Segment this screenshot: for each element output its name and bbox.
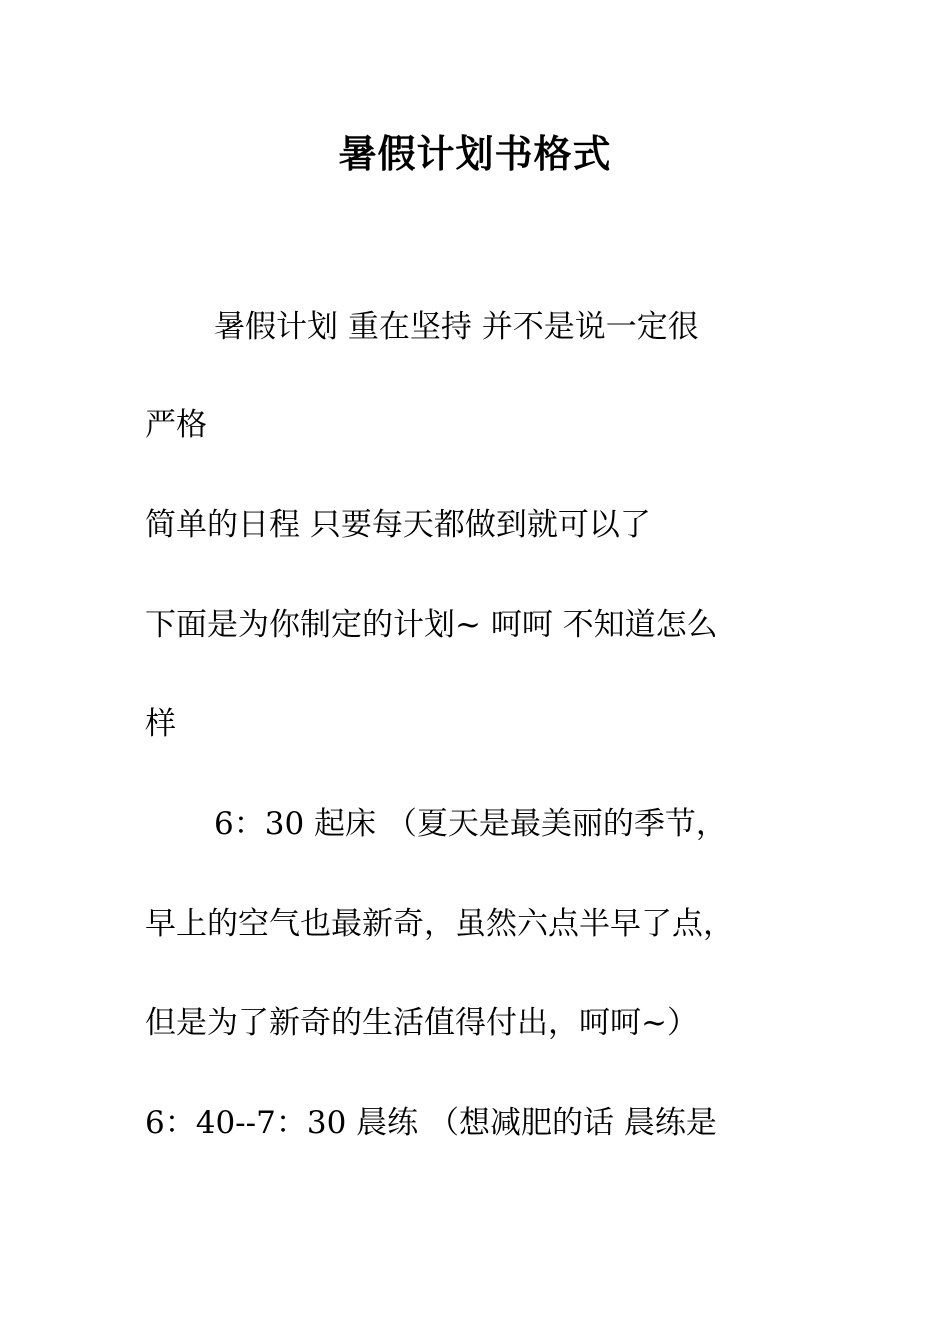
paragraph-line: 但是为了新奇的生活值得付出，呵呵~）: [145, 1005, 698, 1041]
paragraph-line: 严格: [145, 407, 207, 443]
document-title: 暑假计划书格式: [338, 132, 612, 176]
paragraph-line: 下面是为你制定的计划~ 呵呵 不知道怎么: [145, 607, 718, 643]
paragraph-line: 样: [145, 706, 176, 742]
paragraph-line: 简单的日程 只要每天都做到就可以了: [145, 507, 651, 543]
paragraph-line: 暑假计划 重在坚持 并不是说一定很: [214, 309, 699, 345]
paragraph-line: 早上的空气也最新奇，虽然六点半早了点，: [145, 906, 734, 942]
paragraph-line: 6：30 起床 （夏天是最美丽的季节，: [214, 806, 727, 842]
paragraph-line: 6：40--7：30 晨练 （想减肥的话 晨练是: [145, 1105, 717, 1141]
